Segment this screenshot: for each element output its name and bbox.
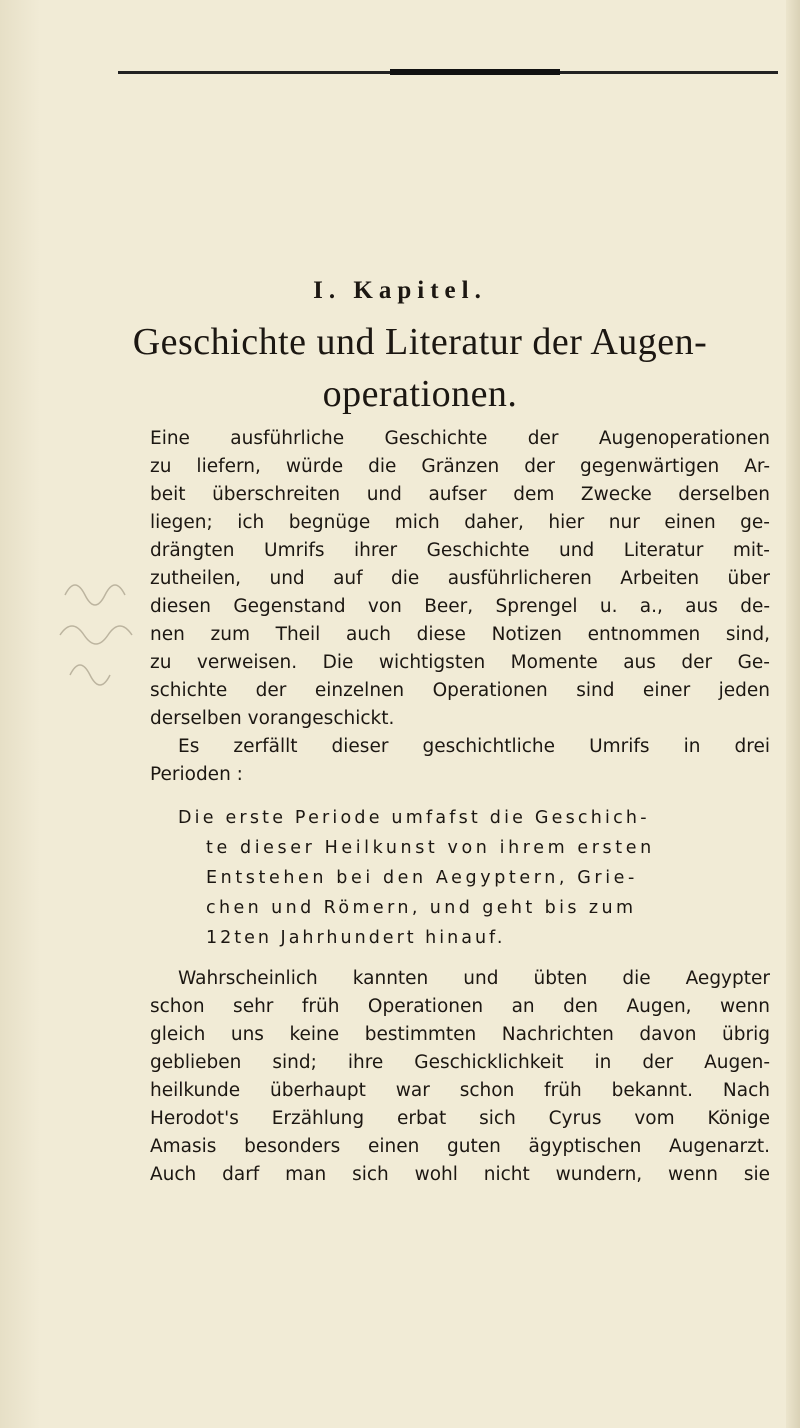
paragraph-line: diesen Gegenstand von Beer, Sprengel u. a., aus de- [150, 596, 770, 617]
paragraph-line: schon sehr früh Operationen an den Augen, wenn [150, 996, 770, 1017]
second-paragraph [150, 965, 770, 1189]
header-rule-accent [390, 69, 560, 75]
period-paragraph [150, 803, 770, 953]
period-line: chen und Römern, und geht bis zum [206, 898, 637, 918]
paragraph-line: drängten Umrifs ihrer Geschichte und Literatur mit- [150, 540, 770, 561]
margin-annotation [55, 555, 145, 715]
period-line: te dieser Heilkunst von ihrem ersten [206, 838, 655, 858]
paragraph-line: schichte der einzelnen Operationen sind einer jeden [150, 680, 770, 701]
period-line: Entstehen bei den Aegyptern, Grie- [206, 868, 638, 888]
paragraph-line: Herodot's Erzählung erbat sich Cyrus vom Könige [150, 1108, 770, 1129]
paragraph-line: nen zum Theil auch diese Notizen entnommen sind, [150, 624, 770, 645]
period-line: 12ten Jahrhundert hinauf. [206, 928, 506, 948]
paragraph-line: zu verweisen. Die wichtigsten Momente aus der Ge- [150, 652, 770, 673]
paragraph-line: Auch darf man sich wohl nicht wundern, wenn sie [150, 1164, 770, 1185]
page-title [100, 316, 740, 420]
paragraph-line: heilkunde überhaupt war schon früh bekannt. Nach [150, 1080, 770, 1101]
paragraph-line: geblieben sind; ihre Geschicklichkeit in der Augen- [150, 1052, 770, 1073]
page-edge-left [0, 0, 40, 1428]
title-line-2: operationen. [322, 373, 518, 415]
paragraph-line: zu liefern, würde die Gränzen der gegenwärtigen Ar- [150, 456, 770, 477]
page-edge-right [786, 0, 800, 1428]
paragraph-line: beit überschreiten und aufser dem Zwecke derselben [150, 484, 770, 505]
paragraph-line: gleich uns keine bestimmten Nachrichten davon übrig [150, 1024, 770, 1045]
paragraph-line: Amasis besonders einen guten ägyptischen Augenarzt. [150, 1136, 770, 1157]
period-line: Die erste Periode umfafst die Geschich- [178, 808, 650, 828]
paragraph-line: Wahrscheinlich kannten und übten die Aegypter [178, 968, 770, 989]
intro-paragraph [150, 425, 770, 789]
paragraph-line: derselben vorangeschickt. [150, 708, 395, 729]
paragraph-line: zutheilen, und auf die ausführlicheren Arbeiten über [150, 568, 770, 589]
title-line-1: Geschichte und Literatur der Augen- [132, 321, 708, 363]
paragraph-line: liegen; ich begnüge mich daher, hier nur einen ge- [150, 512, 770, 533]
paragraph-line: Perioden : [150, 764, 243, 785]
chapter-heading: I. Kapitel. [313, 277, 487, 304]
paragraph-line: Eine ausführliche Geschichte der Augenoperationen [150, 428, 770, 449]
paragraph-line: Es zerfällt dieser geschichtliche Umrifs in drei [178, 736, 770, 757]
